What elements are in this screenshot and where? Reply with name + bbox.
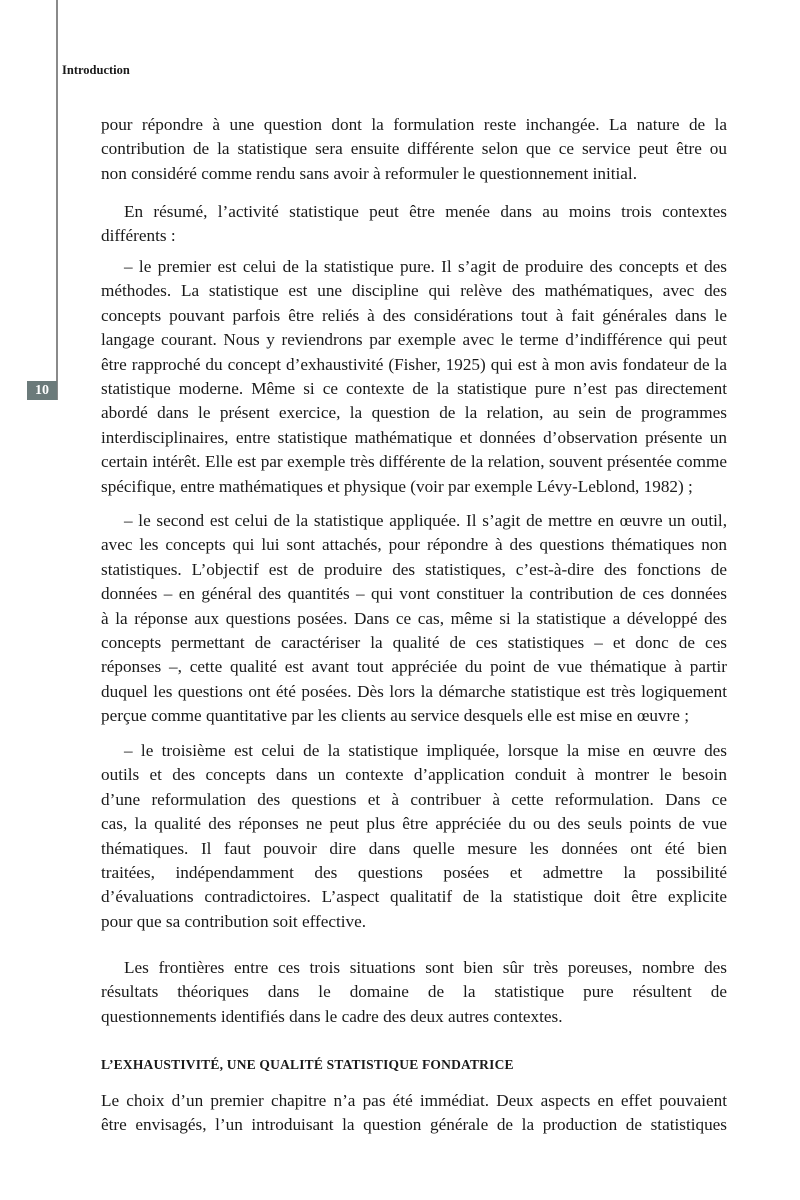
text-line: cas, la qualité des réponses ne peut plus être appréciée du ou des seuls points de vue: [101, 814, 727, 834]
text-line: pour répondre à une question dont la formulation reste inchangée. La nature de la: [101, 115, 727, 134]
text-line: statistiques. L’objectif est de produire des statistiques, c’est-à-dire des fonctions de: [101, 559, 727, 579]
text-line: Les frontières entre ces trois situations sont bien sûr très poreuses, nombre des: [124, 958, 727, 977]
bullet-paragraph-applied: [101, 509, 727, 729]
text-line: d’évaluations contradictoires. L’aspect qualitatif de la statistique doit être explicite: [101, 887, 727, 907]
text-line: méthodes. La statistique est une discipline qui relève des mathématiques, avec des: [101, 281, 727, 301]
text-line: spécifique, entre mathématiques et physique (voir par exemple Lévy-Leblond, 1982) ;: [101, 476, 693, 496]
text-line: outils et des concepts dans un contexte d’application conduit à montrer le besoin: [101, 765, 727, 785]
text-line: traitées, indépendamment des questions posées et admettre la possibilité: [101, 863, 727, 883]
text-line: différents :: [101, 226, 176, 246]
text-line: contribution de la statistique sera ensuite différente selon que ce service peut être ou: [101, 139, 727, 159]
bullet-paragraph-pure: [101, 255, 727, 499]
section-heading: L’EXHAUSTIVITÉ, UNE QUALITÉ STATISTIQUE FONDATRICE: [101, 1057, 514, 1072]
paragraph: [101, 956, 727, 1029]
text-line: être envisagés, l’un introduisant la question générale de la production de statistiques: [101, 1115, 727, 1135]
text-line: questionnements identifiés dans le cadre des deux autres contextes.: [101, 1006, 563, 1026]
section-paragraph: [101, 1089, 727, 1138]
text-line: d’une reformulation des questions et à contribuer à cette reformulation. Dans ce: [101, 789, 727, 809]
text-line: Le choix d’un premier chapitre n’a pas été immédiat. Deux aspects en effet pouvaient: [101, 1091, 727, 1110]
text-line: résultats théoriques dans le domaine de la statistique pure résultent de: [101, 982, 727, 1002]
running-header: Introduction: [62, 63, 130, 77]
paragraph: [101, 200, 727, 249]
text-line: langage courant. Nous y reviendrons par exemple avec le terme d’indifférence qui peut: [101, 330, 727, 350]
text-line: être rapproché du concept d’exhaustivité (Fisher, 1925) qui est à mon avis fondateur de la: [101, 354, 727, 374]
text-line: perçue comme quantitative par les clients au service desquels elle est mise en œuvre ;: [101, 706, 689, 726]
text-line: pour que sa contribution soit effective.: [101, 911, 367, 931]
text-line: concepts permettant de caractériser la qualité de ces statistiques – et donc de ces: [101, 633, 727, 653]
paragraph: [101, 113, 727, 186]
text-line: statistique moderne. Même si ce contexte de la statistique pure n’est pas directement: [101, 379, 727, 399]
text-line: thématiques. Il faut pouvoir dire dans quelle mesure les données ont été bien: [101, 838, 727, 858]
text-line: En résumé, l’activité statistique peut être menée dans au moins trois contextes: [124, 202, 727, 221]
text-line: duquel les questions ont été posées. Dès lors la démarche statistique est très logiquement: [101, 681, 727, 701]
bullet-paragraph-involved: [101, 739, 727, 934]
text-line: concepts pouvant parfois être reliés à des considérations tout à fait générales dans le: [101, 305, 727, 325]
text-line: – le troisième est celui de la statistique impliquée, lorsque la mise en œuvre des: [124, 741, 727, 760]
text-line: – le premier est celui de la statistique pure. Il s’agit de produire des concepts et des: [124, 257, 727, 276]
text-line: à la réponse aux questions posées. Dans ce cas, même si la statistique a développé des: [101, 608, 727, 628]
page-number: 10: [27, 381, 57, 400]
margin-rule: [56, 0, 58, 400]
text-line: certain intérêt. Elle est par exemple très différente de la relation, souvent présentée comme: [101, 452, 727, 472]
text-line: abordé dans le présent exercice, la question de la relation, au sein de programmes: [101, 403, 727, 423]
text-line: réponses –, cette qualité est avant tout appréciée du point de vue thématique à partir: [101, 657, 727, 677]
text-line: non considéré comme rendu sans avoir à reformuler le questionnement initial.: [101, 163, 637, 183]
text-line: données – en général des quantités – qui vont constituer la contribution de ces données: [101, 584, 727, 604]
text-line: interdisciplinaires, entre statistique mathématique et données d’observation présente un: [101, 427, 727, 447]
text-line: avec les concepts qui lui sont attachés, pour répondre à des questions thématiques non: [101, 535, 727, 555]
text-line: – le second est celui de la statistique appliquée. Il s’agit de mettre en œuvre un outil,: [124, 511, 727, 530]
